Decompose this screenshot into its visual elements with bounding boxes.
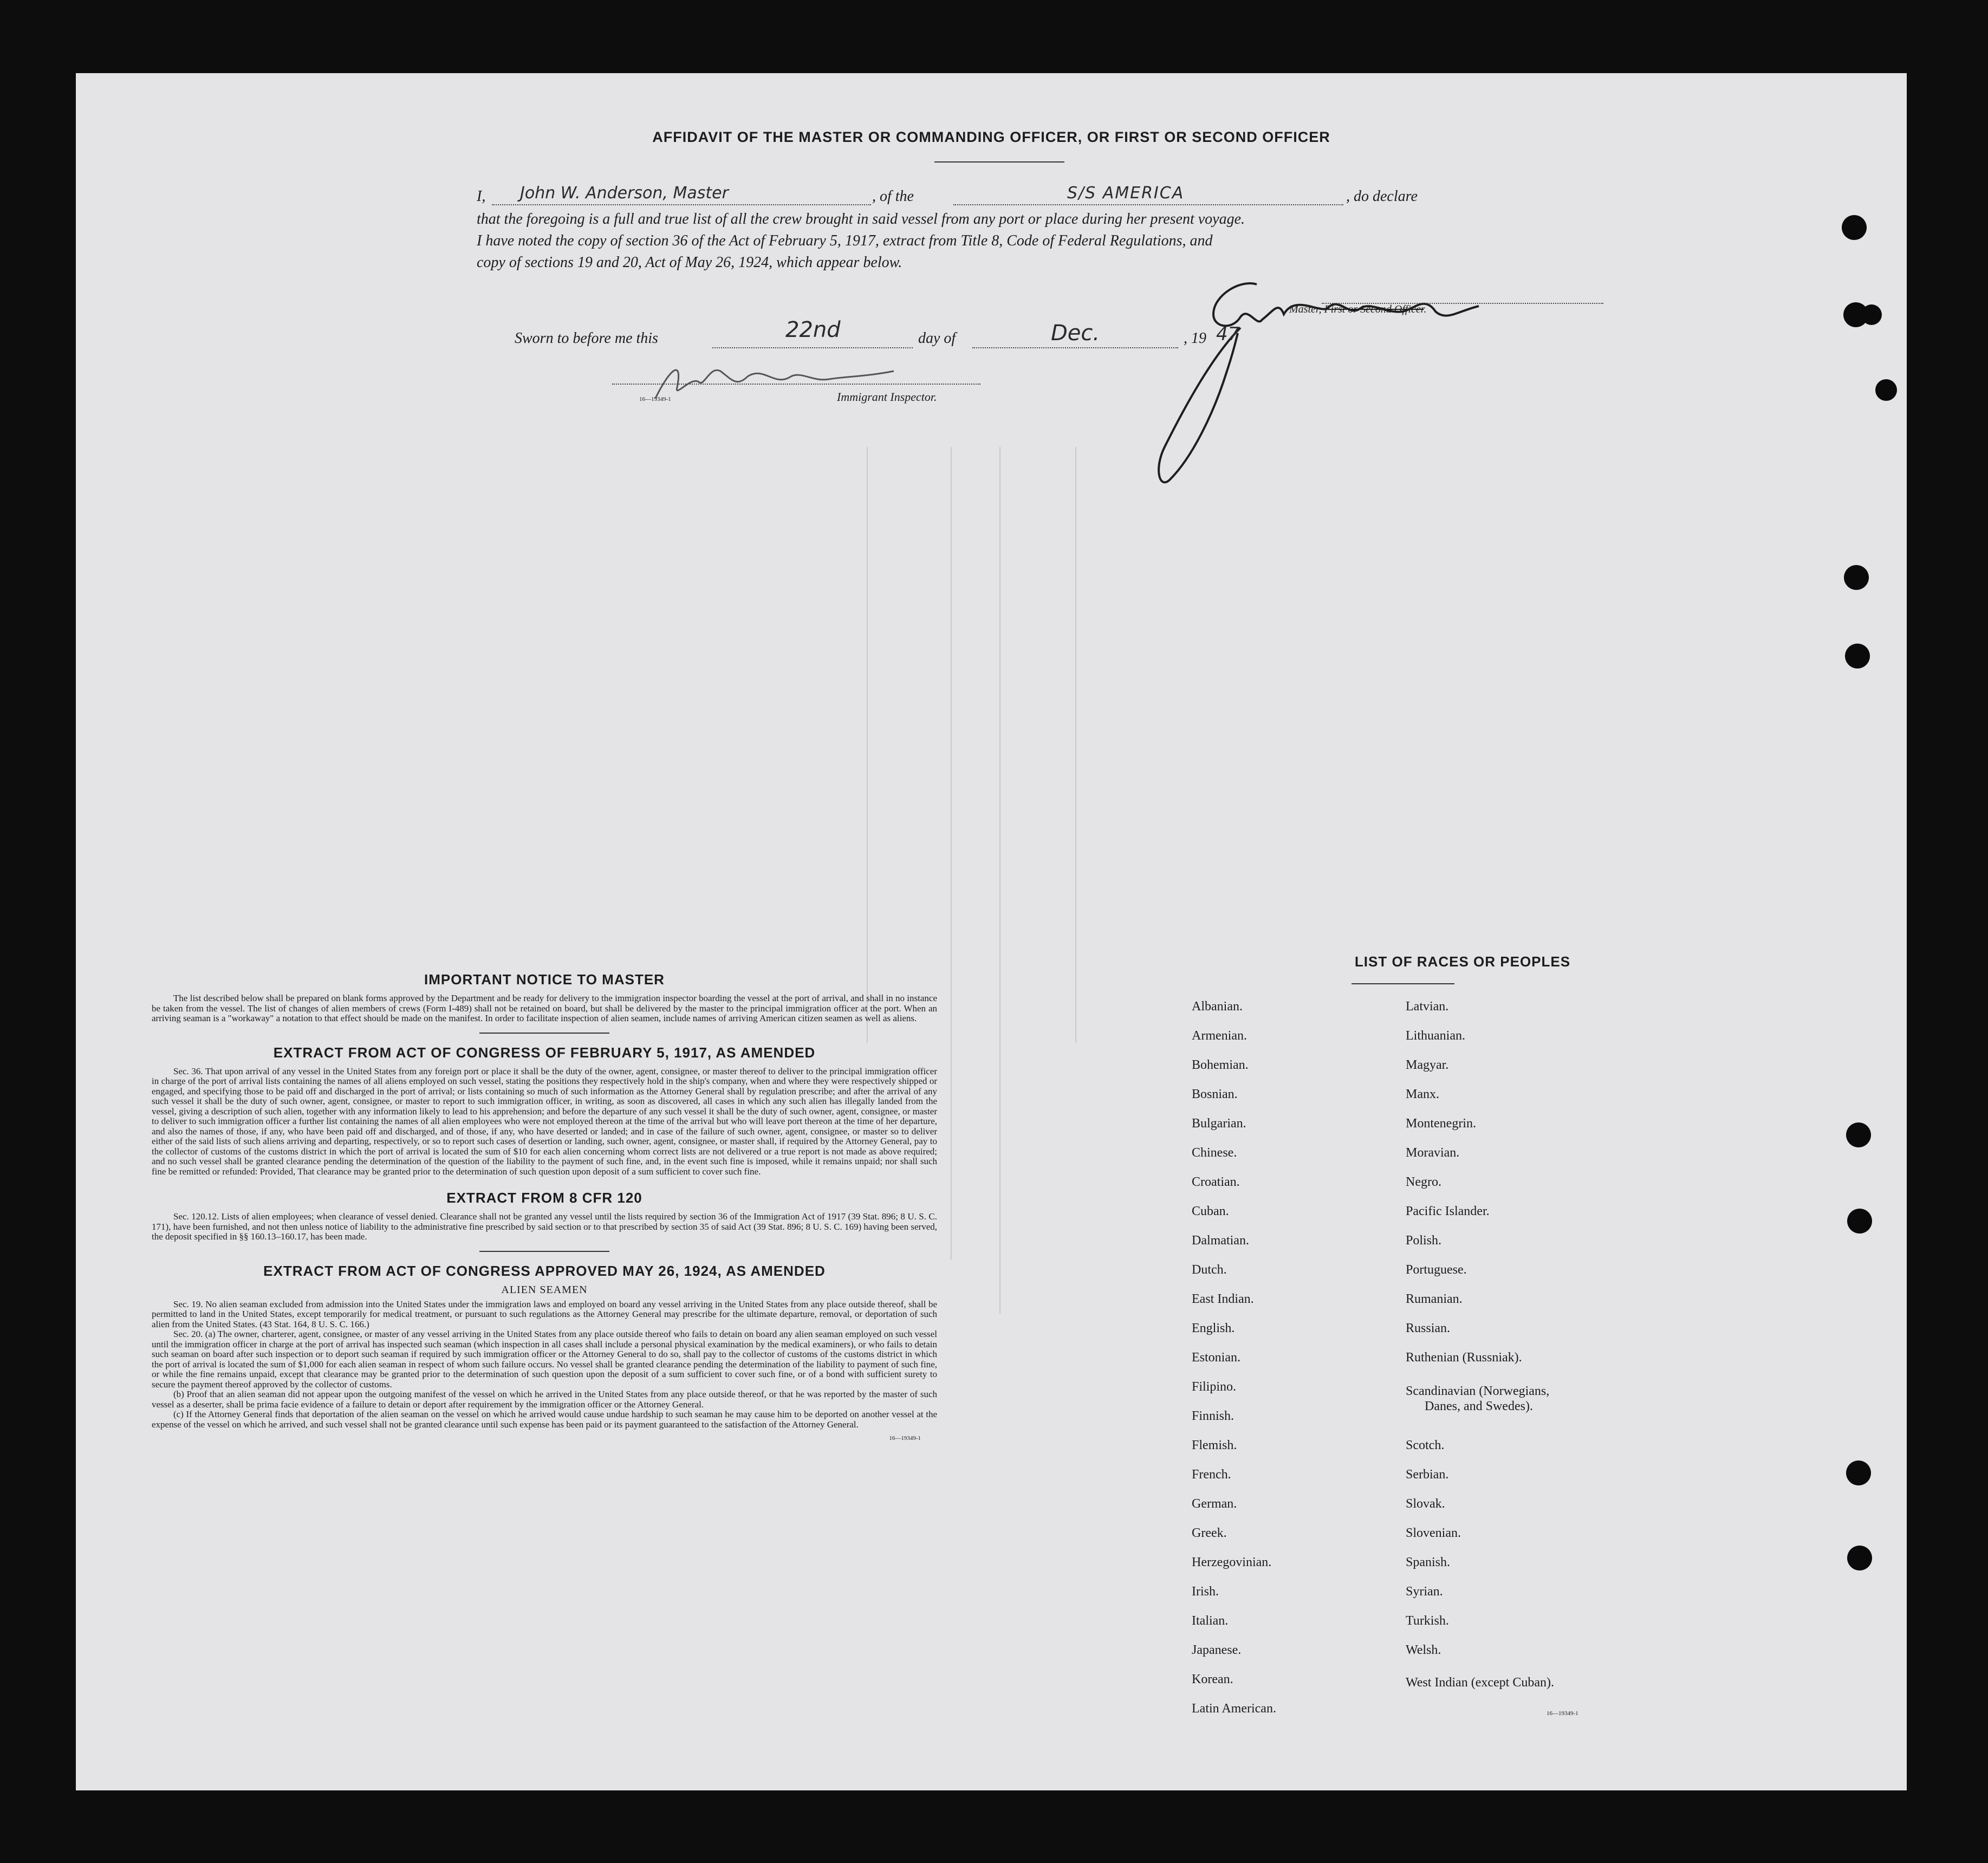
name-blank (492, 204, 871, 205)
punch-hole (1846, 1122, 1871, 1147)
race-item: Japanese. (1192, 1643, 1242, 1657)
form-number-top: 16—19349-1 (639, 396, 671, 403)
vessel-blank (953, 204, 1343, 205)
race-item: English. (1192, 1321, 1235, 1335)
sec-20b-text: (b) Proof that an alien seaman did not appear upon the outgoing manifest of the vessel on which he arrived in the United States from any place outside thereof, or that he was reported by the master of such vessel as a deserter, shall be prima facie evidence of a failure to detain or deport after requirement by the immigration officer or the Attorney General. (152, 1389, 937, 1410)
race-item: West Indian (except Cuban). (1406, 1676, 1554, 1690)
punch-hole (1847, 1546, 1872, 1570)
i-label: I, (477, 188, 486, 205)
race-item: East Indian. (1192, 1292, 1254, 1306)
affidavit-title: AFFIDAVIT OF THE MASTER OR COMMANDING OFFICER, OR FIRST OR SECOND OFFICER (652, 129, 1330, 145)
race-item: Bosnian. (1192, 1087, 1238, 1101)
document-page (76, 73, 1907, 1790)
struck-caption: First or Second Officer (1324, 303, 1424, 315)
race-item: French. (1192, 1468, 1231, 1482)
section-rule (479, 1251, 609, 1252)
form-number-left: 16—19349-1 (889, 1435, 921, 1442)
race-item: Bulgarian. (1192, 1116, 1246, 1131)
race-item: Cuban. (1192, 1204, 1229, 1218)
master-signature (1132, 263, 1500, 523)
race-item: Manx. (1406, 1087, 1439, 1101)
master-caption (1289, 303, 1426, 316)
race-item: Chinese. (1192, 1146, 1237, 1160)
column-line (999, 447, 1001, 1314)
race-item: German. (1192, 1497, 1237, 1511)
do-declare-label: , do declare (1346, 188, 1418, 205)
race-item: Korean. (1192, 1672, 1233, 1686)
column-line (951, 447, 952, 1260)
race-item: Ruthenian (Russniak). (1406, 1351, 1522, 1365)
sworn-day: 22nd (785, 317, 841, 342)
race-item: Filipino. (1192, 1380, 1237, 1394)
race-item: Russian. (1406, 1321, 1451, 1335)
extract-cfr-title: EXTRACT FROM 8 CFR 120 (446, 1190, 642, 1206)
vessel-name: S/S AMERICA (1067, 184, 1185, 203)
race-item: Syrian. (1406, 1585, 1443, 1599)
race-item: Latvian. (1406, 999, 1449, 1014)
race-item: Italian. (1192, 1614, 1229, 1628)
inspector-signature-line (612, 384, 980, 385)
day-of-label: day of (918, 330, 956, 347)
sworn-month: Dec. (1051, 321, 1100, 346)
column-line (1075, 447, 1076, 1043)
left-column (152, 971, 937, 1442)
punch-hole (1845, 644, 1870, 668)
extract-1917-text: Sec. 36. That upon arrival of any vessel in the United States from any foreign port or place it shall be the duty of the owner, agent, consignee, or master thereof to deliver to the principal immigration officer in charge of the port of arrival lists containing the names of all aliens employed on such vessel, stating the positions they respectively hold in the ship's company, when and where they were respectively shipped or engaged, and specifying those to be paid off and discharged in the port of arrival; or lists containing so much of such information as the Attorney General shall by regulation prescribe; and after the arrival of any such vessel it shall be the duty of such owner, agent, consignee, or master to report to such immigration officer, in writing, as soon as discovered, all cases in which any such alien has illegally landed from the vessel, giving a description of such alien, together with any information likely to lead to his apprehension; and before the departure of any such vessel it shall be the duty of such owner, agent, consignee, or master to deliver to such immigration officer a further list containing the names of all alien employees who were not employed thereon at the time of the arrival but who will leave port thereon at the time of her departure, and also the names of those, if any, who have been paid off and discharged, and of those, if any, who have deserted or landed; and in case of the failure of such owner, agent, consignee, or master so to deliver either of the said lists of such aliens arriving and departing, respectively, or so to report such cases of desertion or landing, such owner, agent, consignee, or master shall, if required by the Attorney General, pay to the collector of customs of the customs district in which the port of arrival is located the sum of $10 for each alien concerning whom correct lists are not delivered or a true report is not made as above required; and no such vessel shall be granted clearance pending the determination of the question of the liability to the payment of such fine, and, in the event such fine is imposed, while it remains unpaid; nor shall such fine be remitted or refunded: Provided, That clearance may be granted prior to the determination of such question upon deposit of a sum sufficient to cover such fine. (152, 1066, 937, 1177)
affidavit-line-2: that the foregoing is a full and true list of all the crew brought in said vessel from any port or place during her present voyage. (477, 211, 1245, 228)
punch-hole (1847, 1209, 1872, 1234)
race-item: Spanish. (1406, 1555, 1451, 1569)
punch-hole (1846, 1460, 1871, 1485)
month-blank (972, 347, 1178, 348)
day-blank (712, 347, 913, 348)
race-item: Herzegovinian. (1192, 1555, 1272, 1569)
races-title: LIST OF RACES OR PEOPLES (1354, 953, 1571, 970)
race-item: Negro. (1406, 1175, 1441, 1189)
race-item: Flemish. (1192, 1438, 1237, 1452)
race-item: Portuguese. (1406, 1263, 1467, 1277)
race-item: Latin American. (1192, 1702, 1276, 1716)
notice-text: The list described below shall be prepared on blank forms approved by the Department and be ready for delivery to the immigration inspector boarding the vessel at the port of arrival, and shall in no instance be taken from the vessel. The list of changes of alien members of crews (Form I-489) shall not be retained on board, but shall be delivered by the master to the principal immigration officer at the port. When an arriving seaman is a "workaway" a notation to that effect should be made on the manifest. In order to facilitate inspection of alien seamen, include names of arriving American citizen seamen as well as aliens. (152, 993, 937, 1023)
race-item: Scotch. (1406, 1438, 1445, 1452)
race-item: Albanian. (1192, 999, 1243, 1014)
race-item: Serbian. (1406, 1468, 1449, 1482)
year-prefix: , 19 (1184, 330, 1206, 347)
sec-20a-text: Sec. 20. (a) The owner, charterer, agent, consignee, or master of any vessel arriving in the United States from any place outside thereof who fails to detain on board any alien seaman employed on such vessel until the immigration officer in charge at the port of arrival has inspected such seaman (which inspection in all cases shall include a personal physical examination by the medical examiners), or who fails to detain such seaman on board after such inspection or to deport such seaman if required by such immigration officer or the Attorney General to do so, shall pay to the collector of customs of the customs district in which the port of arrival is located the sum of $1,000 for each alien seaman in respect of whom such failure occurs. No vessel shall be granted clearance pending the determination of the liability to payment of such fine, or while the fine remains unpaid, except that clearance may be granted prior to the determination of such question upon the deposit of a sum sufficient to cover such fine, or of a bond with sufficient surety to secure the payment thereof approved by the collector of customs. (152, 1329, 937, 1390)
inspector-caption: Immigrant Inspector. (837, 390, 937, 404)
race-item: Irish. (1192, 1585, 1219, 1599)
affidavit-line-3: I have noted the copy of section 36 of the Act of February 5, 1917, extract from Title 8, Code of Federal Regulations, and (477, 232, 1213, 249)
sworn-label: Sworn to before me this (515, 330, 658, 347)
sec-20c-text: (c) If the Attorney General finds that deportation of the alien seaman on the vessel on which he arrived would cause undue hardship to such seaman he may cause him to be deported on another vessel at the expense of the vessel on which he arrived, and such vessel shall not be granted clearance until such expense has been paid or its payment guaranteed to the satisfaction of the Attorney General. (152, 1409, 937, 1430)
year-suffix: 47 (1216, 323, 1240, 345)
notice-title: IMPORTANT NOTICE TO MASTER (424, 971, 665, 988)
master-name: John W. Anderson, Master (520, 184, 729, 203)
sworn-line (515, 317, 1349, 353)
race-item: Scandinavian (Norwegians, (1406, 1384, 1550, 1398)
punch-hole (1861, 304, 1882, 325)
race-item: Dutch. (1192, 1263, 1227, 1277)
extract-1917-title: EXTRACT FROM ACT OF CONGRESS OF FEBRUARY 5, 1917, AS AMENDED (273, 1044, 816, 1061)
section-rule (479, 1033, 609, 1034)
master-caption-text: Master, (1289, 303, 1322, 315)
race-item: Finnish. (1192, 1409, 1235, 1423)
race-item: Rumanian. (1406, 1292, 1463, 1306)
race-item: Welsh. (1406, 1643, 1441, 1657)
affidavit-line-1 (477, 186, 1582, 207)
race-item: Montenegrin. (1406, 1116, 1476, 1131)
punch-hole (1875, 379, 1897, 401)
sec-19-text: Sec. 19. No alien seaman excluded from admission into the United States under the immigration laws and employed on board any vessel arriving in the United States from any place outside thereof, shall be permitted to land in the United States, except temporarily for medical treatment, or pursuant to such regulations as the Attorney General may prescribe for the ultimate departure, removal, or deportation of such alien from the United States. (43 Stat. 164, 8 U. S. C. 166.) (152, 1299, 937, 1329)
punch-hole (1844, 565, 1869, 590)
race-item: Turkish. (1406, 1614, 1449, 1628)
punch-hole (1842, 215, 1867, 240)
races-title-rule (1352, 983, 1454, 984)
race-item: Dalmatian. (1192, 1234, 1249, 1248)
extract-cfr-text: Sec. 120.12. Lists of alien employees; when clearance of vessel denied. Clearance shall not be granted any vessel until the lists required by section 36 of the Immigration Act of 1917 (39 Stat. 896; 8 U. S. C. 171), have been furnished, and not then unless notice of liability to the administrative fine prescribed by said section or to that prescribed by section 35 of said Act (39 Stat. 896; 8 U. S. C. 169) having been served, the deposit specified in §§ 160.13–160.17, has been made. (152, 1211, 937, 1242)
race-item: Danes, and Swedes). (1425, 1399, 1533, 1413)
race-item: Estonian. (1192, 1351, 1240, 1365)
of-the-label: , of the (872, 188, 914, 205)
caption-period: . (1424, 303, 1427, 315)
race-item: Pacific Islander. (1406, 1204, 1490, 1218)
race-item: Armenian. (1192, 1029, 1247, 1043)
race-item: Magyar. (1406, 1058, 1449, 1072)
race-item: Polish. (1406, 1234, 1442, 1248)
column-line (867, 447, 868, 1043)
race-item: Slovak. (1406, 1497, 1445, 1511)
extract-1924-subtitle: ALIEN SEAMEN (501, 1283, 588, 1296)
title-rule (934, 161, 1064, 163)
race-item: Slovenian. (1406, 1526, 1461, 1540)
race-item: Bohemian. (1192, 1058, 1249, 1072)
race-item: Croatian. (1192, 1175, 1240, 1189)
race-item: Greek. (1192, 1526, 1227, 1540)
extract-1924-title: EXTRACT FROM ACT OF CONGRESS APPROVED MAY 26, 1924, AS AMENDED (263, 1262, 826, 1279)
race-item: Moravian. (1406, 1146, 1460, 1160)
race-item: Lithuanian. (1406, 1029, 1465, 1043)
affidavit-line-4: copy of sections 19 and 20, Act of May 26, 1924, which appear below. (477, 254, 902, 271)
form-number-right: 16—19349-1 (1547, 1710, 1578, 1717)
